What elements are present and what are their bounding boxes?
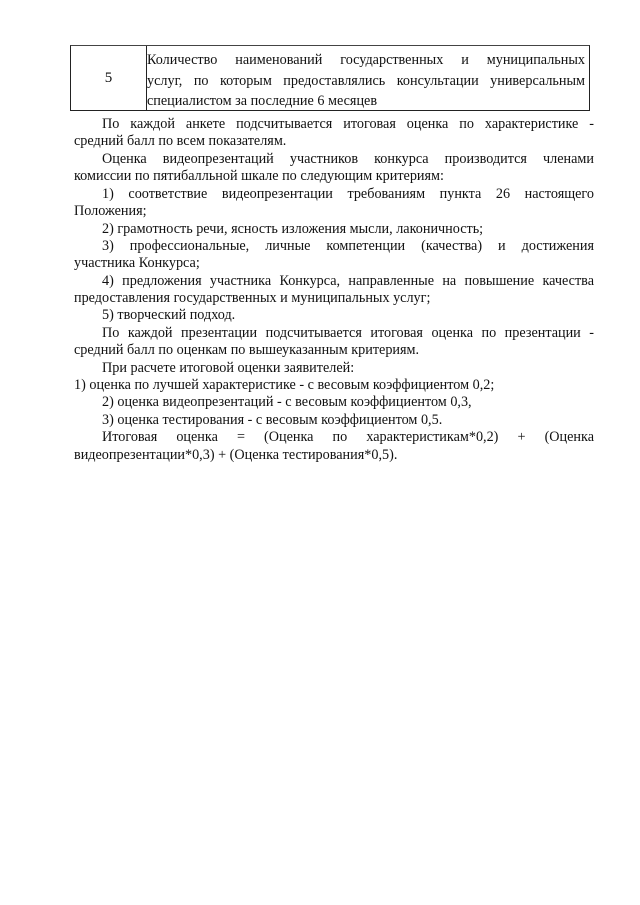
list-item-line: 1) соответствие видеопрезентации требованиям пункта 26 настоящего — [102, 186, 594, 202]
list-item-line: 3) оценка тестирования - с весовым коэффициентом 0,5. — [102, 412, 443, 428]
table-row-number: 5 — [71, 46, 147, 110]
list-item-line: участника Конкурса; — [74, 255, 200, 271]
list-item-line: 1) оценка по лучшей характеристике - с весовым коэффициентом 0,2; — [74, 377, 495, 393]
list-item-line: 2) оценка видеопрезентаций - с весовым коэффициентом 0,3, — [102, 394, 472, 410]
list-item-line: 4) предложения участника Конкурса, направленные на повышение качества — [102, 273, 594, 289]
paragraph-line: средний балл по всем показателям. — [74, 133, 287, 149]
paragraph-line: комиссии по пятибалльной шкале по следующим критериям: — [74, 168, 444, 184]
list-item-line: 5) творческий подход. — [102, 307, 236, 323]
table-desc-line: специалистом за последние 6 месяцев — [147, 93, 378, 109]
paragraph-line: При расчете итоговой оценки заявителей: — [102, 360, 355, 376]
formula-line: Итоговая оценка = (Оценка по характеристикам*0,2) + (Оценка — [102, 429, 594, 445]
table-desc-line: Количество наименований государственных и муниципальных — [147, 52, 585, 68]
paragraph-line: По каждой презентации подсчитывается итоговая оценка по презентации - — [102, 325, 594, 341]
list-item-line: 3) профессиональные, личные компетенции (качества) и достижения — [102, 238, 594, 254]
paragraph-line: средний балл по оценкам по вышеуказанным критериям. — [74, 342, 420, 358]
table-desc-line: услуг, по которым предоставлялись консультации универсальным — [147, 72, 585, 89]
list-item-line: 2) грамотность речи, ясность изложения мысли, лаконичность; — [102, 221, 484, 237]
criteria-table-row — [70, 45, 590, 111]
list-item-line: предоставления государственных и муниципальных услуг; — [74, 290, 431, 306]
paragraph-line: По каждой анкете подсчитывается итоговая оценка по характеристике - — [102, 116, 594, 132]
paragraph-line: Оценка видеопрезентаций участников конкурса производится членами — [102, 151, 594, 167]
table-row-description — [147, 50, 585, 112]
list-item-line: Положения; — [74, 203, 147, 219]
formula-line: видеопрезентации*0,3) + (Оценка тестирования*0,5). — [74, 447, 398, 463]
